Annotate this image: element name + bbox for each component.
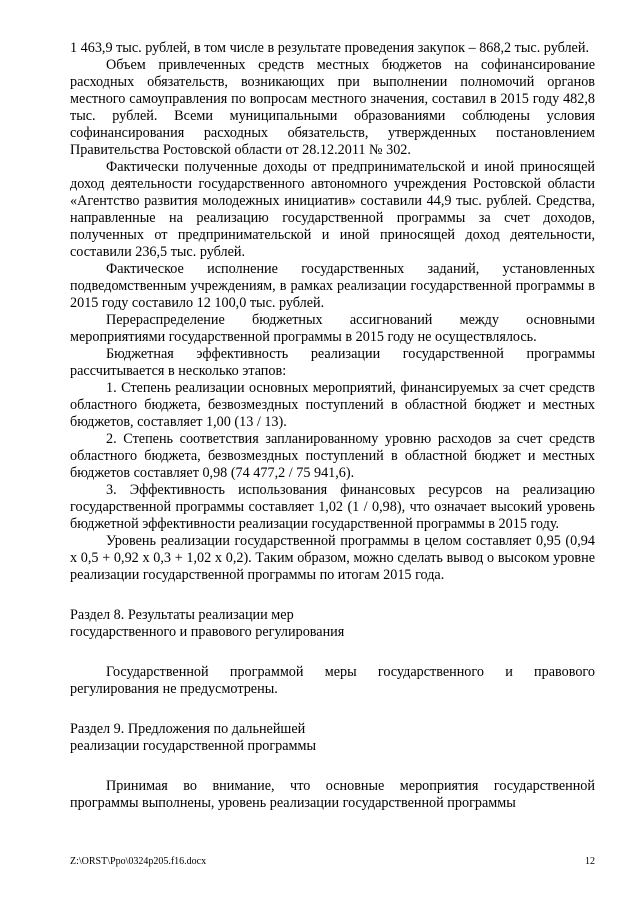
file-path: Z:\ORST\Ppo\0324p205.f16.docx: [70, 856, 207, 867]
section-9-title-line-2: реализации государственной программы: [70, 738, 317, 754]
paragraph-efficiency-intro: Бюджетная эффективность реализации государственной программы рассчитывается в несколько этапов:: [70, 346, 595, 379]
paragraph-continuation: 1 463,9 тыс. рублей, в том числе в результате проведения закупок – 868,2 тыс. рублей.: [70, 40, 589, 56]
paragraph-redistribution: Перераспределение бюджетных ассигнований между основными мероприятиями государственной программы в 2015 году не осуществлялось.: [70, 312, 595, 345]
paragraph-step-1: 1. Степень реализации основных мероприятий, финансируемых за счет средств областного бюджета, безвозмездных поступлений в областной бюджет и местных бюджетов, составляет 1,00 (13 / 13).: [70, 380, 595, 430]
section-8-title-line-1: Раздел 8. Результаты реализации мер: [70, 607, 294, 623]
section-8-text: Государственной программой меры государственного и правового регулирования не предусмотрены.: [70, 664, 595, 697]
section-9-text: Принимая во внимание, что основные мероприятия государственной программы выполнены, уровень реализации государственной программы: [70, 778, 595, 811]
paragraph-local-budgets: Объем привлеченных средств местных бюджетов на софинансирование расходных обязательств, возникающих при выполнении полномочий органов местного самоуправления по вопросам местного значения, составил в 2015 году 482,8 тыс. рублей. Всеми муниципальными образованиями соблюдены условия софинансирования расходных обязательств, утвержденных постановлением Правительства Ростовской области от 28.12.2011 № 302.: [70, 57, 595, 158]
paragraph-state-tasks: Фактическое исполнение государственных заданий, установленных подведомственным учреждениям, в рамках реализации государственной программы в 2015 году составило 12 100,0 тыс. рублей.: [70, 261, 595, 311]
paragraph-overall-level: Уровень реализации государственной программы в целом составляет 0,95 (0,94 х 0,5 + 0,92 х 0,3 + 1,02 х 0,2). Таким образом, можно сделать вывод о высоком уровне реализации государственной программы по итогам 2015 года.: [70, 533, 595, 583]
paragraph-income: Фактически полученные доходы от предпринимательской и иной приносящей доход деятельности государственного автономного учреждения Ростовской области «Агентство развития молодежных инициатив» составили 44,9 тыс. рублей. Средства, направленные на реализацию государственной программы за счет доходов, полученных от предпринимательской и иной приносящей доход деятельности, составили 236,5 тыс. рублей.: [70, 159, 595, 260]
section-9-title-line-1: Раздел 9. Предложения по дальнейшей: [70, 721, 306, 737]
paragraph-step-3: 3. Эффективность использования финансовых ресурсов на реализацию государственной программы составляет 1,02 (1 / 0,98), что означает высокий уровень бюджетной эффективности реализации государственной программы в 2015 году.: [70, 482, 595, 532]
paragraph-step-2: 2. Степень соответствия запланированному уровню расходов за счет средств областного бюджета, безвозмездных поступлений в областной бюджет и местных бюджетов составляет 0,98 (74 477,2 / 75 941,6).: [70, 431, 595, 481]
page-number: 12: [585, 856, 595, 867]
document-body: [70, 40, 595, 812]
section-8-title-line-2: государственного и правового регулирования: [70, 624, 345, 640]
